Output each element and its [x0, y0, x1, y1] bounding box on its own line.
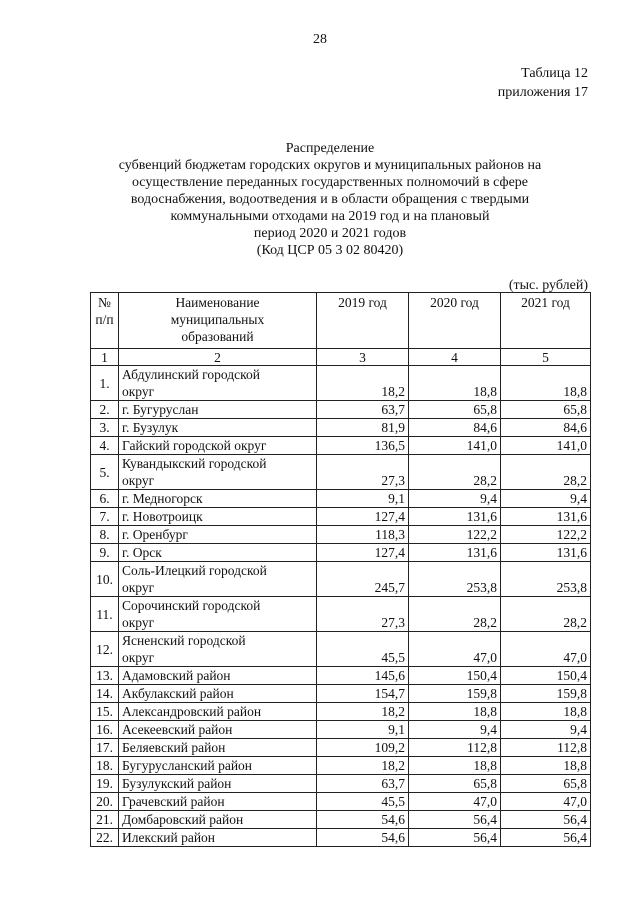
table-ref-line-2: приложения 17 — [497, 85, 588, 100]
municipality-name-line: округ — [122, 384, 155, 399]
table-row — [91, 544, 591, 562]
header-number-line: № — [98, 295, 111, 310]
header-number — [91, 293, 119, 349]
value-2019: 109,2 — [317, 739, 409, 757]
value-2019: 18,2 — [317, 757, 409, 775]
index-cell: 4 — [409, 349, 501, 366]
table-row — [91, 721, 591, 739]
value-2021: 47,0 — [501, 632, 591, 667]
value-2020: 65,8 — [409, 775, 501, 793]
municipality-name — [119, 437, 317, 455]
value-2020: 112,8 — [409, 739, 501, 757]
title-line: осуществление переданных государственных полномочий в сфере — [131, 175, 529, 190]
row-number: 4. — [91, 437, 119, 455]
value-2021: 131,6 — [501, 508, 591, 526]
index-cell: 3 — [317, 349, 409, 366]
value-2021: 122,2 — [501, 526, 591, 544]
row-number: 9. — [91, 544, 119, 562]
header-name-line: муниципальных — [170, 312, 265, 327]
value-2020: 253,8 — [409, 562, 501, 597]
table-row — [91, 419, 591, 437]
value-2021: 159,8 — [501, 685, 591, 703]
municipality-name — [119, 544, 317, 562]
value-2021: 56,4 — [501, 829, 591, 847]
row-number: 17. — [91, 739, 119, 757]
table-row — [91, 366, 591, 401]
table-row — [91, 490, 591, 508]
index-cell: 5 — [501, 349, 591, 366]
value-2021: 18,8 — [501, 757, 591, 775]
municipality-name — [119, 757, 317, 775]
row-number: 21. — [91, 811, 119, 829]
table-row — [91, 703, 591, 721]
municipality-name-line: Илекский район — [122, 830, 216, 845]
value-2021: 131,6 — [501, 544, 591, 562]
value-2020: 9,4 — [409, 490, 501, 508]
row-number: 18. — [91, 757, 119, 775]
value-2019: 45,5 — [317, 793, 409, 811]
header-2021: 2021 год — [501, 293, 591, 349]
municipality-name-line: г. Оренбург — [122, 527, 188, 542]
municipality-name — [119, 632, 317, 667]
value-2019: 136,5 — [317, 437, 409, 455]
row-number: 6. — [91, 490, 119, 508]
value-2021: 84,6 — [501, 419, 591, 437]
value-2020: 28,2 — [409, 455, 501, 490]
municipality-name — [119, 667, 317, 685]
table-row — [91, 597, 591, 632]
municipality-name-line: Бугурусланский район — [122, 758, 253, 773]
municipality-name-line: Беляевский район — [122, 740, 226, 755]
row-number: 5. — [91, 455, 119, 490]
municipality-name-line: округ — [122, 473, 155, 488]
table-body — [91, 366, 591, 847]
value-2021: 56,4 — [501, 811, 591, 829]
header-2019: 2019 год — [317, 293, 409, 349]
value-2020: 56,4 — [409, 829, 501, 847]
row-number: 10. — [91, 562, 119, 597]
municipality-name — [119, 490, 317, 508]
title-line: Распределение — [285, 141, 375, 156]
table-row — [91, 829, 591, 847]
table-row — [91, 739, 591, 757]
row-number: 1. — [91, 366, 119, 401]
table-row — [91, 508, 591, 526]
value-2020: 122,2 — [409, 526, 501, 544]
header-number-line: п/п — [95, 312, 114, 327]
document-title — [100, 140, 560, 259]
municipality-name — [119, 526, 317, 544]
municipality-name — [119, 775, 317, 793]
row-number: 22. — [91, 829, 119, 847]
municipality-name-line: округ — [122, 615, 155, 630]
value-2020: 141,0 — [409, 437, 501, 455]
index-cell: 2 — [119, 349, 317, 366]
table-header-row — [91, 293, 591, 349]
index-cell: 1 — [91, 349, 119, 366]
value-2019: 245,7 — [317, 562, 409, 597]
municipality-name-line: Кувандыкский городской — [122, 456, 267, 471]
municipality-name-line: Акбулакский район — [122, 686, 234, 701]
value-2019: 18,2 — [317, 703, 409, 721]
value-2019: 9,1 — [317, 721, 409, 739]
value-2019: 27,3 — [317, 597, 409, 632]
value-2019: 127,4 — [317, 544, 409, 562]
row-number: 20. — [91, 793, 119, 811]
table-row — [91, 455, 591, 490]
municipality-name — [119, 562, 317, 597]
municipality-name — [119, 508, 317, 526]
title-line: коммунальными отходами на 2019 год и на плановый — [170, 209, 490, 224]
municipality-name-line: г. Бугуруслан — [122, 402, 199, 417]
value-2021: 141,0 — [501, 437, 591, 455]
value-2021: 65,8 — [501, 775, 591, 793]
row-number: 11. — [91, 597, 119, 632]
municipality-name — [119, 366, 317, 401]
value-2021: 253,8 — [501, 562, 591, 597]
municipality-name — [119, 401, 317, 419]
municipality-name-line: округ — [122, 650, 155, 665]
municipality-name — [119, 829, 317, 847]
municipality-name-line: Адамовский район — [122, 668, 231, 683]
municipality-name-line: Александровский район — [122, 704, 262, 719]
row-number: 8. — [91, 526, 119, 544]
table-row — [91, 437, 591, 455]
value-2021: 65,8 — [501, 401, 591, 419]
table-ref-line-1: Таблица 12 — [521, 66, 588, 81]
municipality-name — [119, 811, 317, 829]
value-2019: 9,1 — [317, 490, 409, 508]
row-number: 16. — [91, 721, 119, 739]
title-line: (Код ЦСР 05 3 02 80420) — [256, 243, 404, 258]
value-2020: 47,0 — [409, 632, 501, 667]
municipality-name-line: г. Бузулук — [122, 420, 179, 435]
table-row — [91, 632, 591, 667]
municipality-name-line: г. Орск — [122, 545, 162, 560]
municipality-name — [119, 597, 317, 632]
value-2020: 159,8 — [409, 685, 501, 703]
municipality-name — [119, 721, 317, 739]
value-2020: 47,0 — [409, 793, 501, 811]
header-name-line: образований — [181, 329, 254, 344]
title-line: субвенций бюджетам городских округов и муниципальных районов на — [118, 158, 542, 173]
value-2020: 150,4 — [409, 667, 501, 685]
municipality-name-line: г. Новотроицк — [122, 509, 203, 524]
municipality-name — [119, 793, 317, 811]
row-number: 3. — [91, 419, 119, 437]
value-2021: 18,8 — [501, 366, 591, 401]
distribution-table — [90, 292, 591, 847]
municipality-name-line: Ясненский городской — [122, 633, 246, 648]
value-2019: 63,7 — [317, 775, 409, 793]
value-2020: 28,2 — [409, 597, 501, 632]
row-number: 13. — [91, 667, 119, 685]
municipality-name — [119, 455, 317, 490]
value-2019: 118,3 — [317, 526, 409, 544]
row-number: 12. — [91, 632, 119, 667]
value-2020: 18,8 — [409, 366, 501, 401]
value-2019: 127,4 — [317, 508, 409, 526]
row-number: 15. — [91, 703, 119, 721]
row-number: 14. — [91, 685, 119, 703]
municipality-name-line: Соль-Илецкий городской — [122, 563, 267, 578]
table-row — [91, 757, 591, 775]
value-2021: 112,8 — [501, 739, 591, 757]
value-2020: 65,8 — [409, 401, 501, 419]
value-2021: 9,4 — [501, 490, 591, 508]
header-name-line: Наименование — [175, 295, 260, 310]
municipality-name-line: г. Медногорск — [122, 491, 203, 506]
row-number: 7. — [91, 508, 119, 526]
value-2019: 18,2 — [317, 366, 409, 401]
value-2019: 63,7 — [317, 401, 409, 419]
value-2019: 154,7 — [317, 685, 409, 703]
units-label: (тыс. рублей) — [508, 278, 588, 293]
table-row — [91, 811, 591, 829]
value-2019: 27,3 — [317, 455, 409, 490]
page-number: 28 — [313, 32, 327, 47]
value-2020: 18,8 — [409, 703, 501, 721]
table-row — [91, 793, 591, 811]
value-2021: 28,2 — [501, 597, 591, 632]
row-number: 2. — [91, 401, 119, 419]
value-2021: 47,0 — [501, 793, 591, 811]
value-2020: 131,6 — [409, 544, 501, 562]
municipality-name-line: Грачевский район — [122, 794, 225, 809]
municipality-name-line: Асекеевский район — [122, 722, 233, 737]
value-2020: 84,6 — [409, 419, 501, 437]
table-row — [91, 685, 591, 703]
value-2021: 150,4 — [501, 667, 591, 685]
title-line: водоснабжения, водоотведения и в области обращения с твердыми — [130, 192, 530, 207]
municipality-name-line: Бузулукский район — [122, 776, 232, 791]
municipality-name — [119, 739, 317, 757]
value-2021: 9,4 — [501, 721, 591, 739]
value-2019: 81,9 — [317, 419, 409, 437]
table-row — [91, 562, 591, 597]
value-2020: 131,6 — [409, 508, 501, 526]
value-2020: 56,4 — [409, 811, 501, 829]
value-2021: 18,8 — [501, 703, 591, 721]
municipality-name-line: округ — [122, 580, 155, 595]
table-row — [91, 667, 591, 685]
municipality-name — [119, 419, 317, 437]
municipality-name — [119, 703, 317, 721]
municipality-name-line: Домбаровский район — [122, 812, 244, 827]
table-row — [91, 526, 591, 544]
municipality-name-line: Гайский городской округ — [122, 438, 267, 453]
value-2019: 45,5 — [317, 632, 409, 667]
value-2020: 9,4 — [409, 721, 501, 739]
value-2020: 18,8 — [409, 757, 501, 775]
value-2021: 28,2 — [501, 455, 591, 490]
value-2019: 54,6 — [317, 811, 409, 829]
title-line: период 2020 и 2021 годов — [253, 226, 407, 241]
table-row — [91, 775, 591, 793]
table-row — [91, 401, 591, 419]
table-index-row — [91, 349, 591, 366]
municipality-name-line: Сорочинский городской — [122, 598, 261, 613]
header-2020: 2020 год — [409, 293, 501, 349]
row-number: 19. — [91, 775, 119, 793]
value-2019: 54,6 — [317, 829, 409, 847]
table-reference — [498, 64, 588, 102]
municipality-name — [119, 685, 317, 703]
municipality-name-line: Абдулинский городской — [122, 367, 260, 382]
value-2019: 145,6 — [317, 667, 409, 685]
header-name — [119, 293, 317, 349]
